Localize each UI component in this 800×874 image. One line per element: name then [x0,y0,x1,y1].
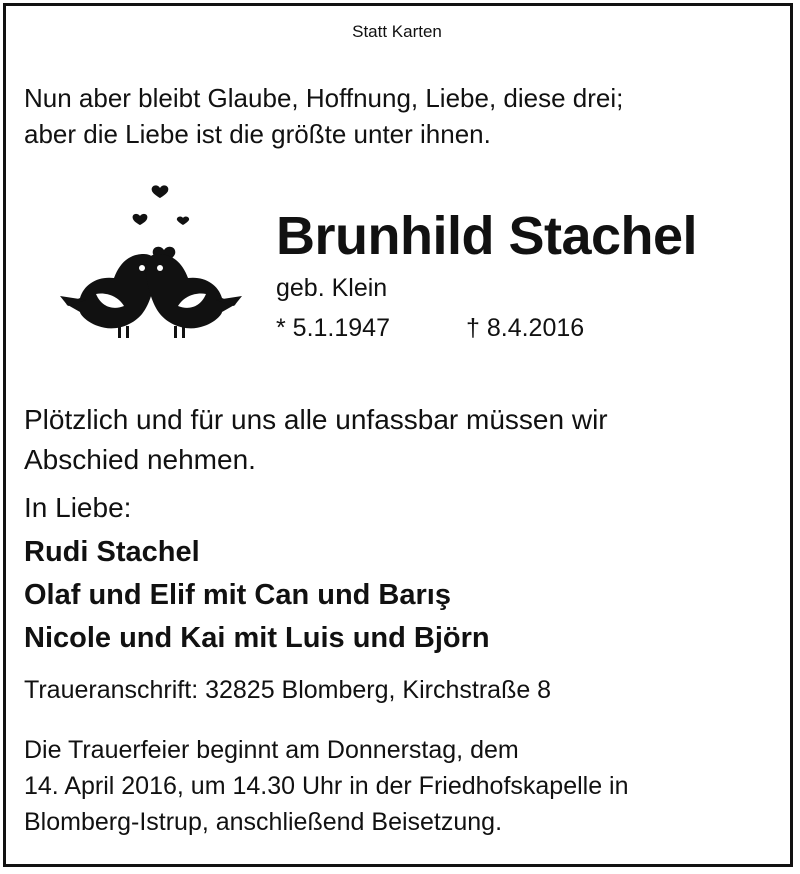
service-details [24,732,784,840]
birth-date: * 5.1.1947 [276,314,390,342]
maiden-name: geb. Klein [276,274,388,302]
family-member: Olaf und Elif mit Can und Barış [24,579,451,611]
mourning-address: Traueranschrift: 32825 Blomberg, Kirchstraße 8 [24,676,552,704]
header-label: Statt Karten [352,22,442,41]
family-member: Nicole und Kai mit Luis und Björn [24,622,490,654]
verse-line-1: Nun aber bleibt Glaube, Hoffnung, Liebe, diese drei; [24,83,624,113]
service-line-3: Blomberg-Istrup, anschließend Beisetzung. [24,808,503,836]
love-birds-with-hearts-icon [56,176,246,346]
message-line-2: Abschied nehmen. [24,444,256,475]
death-date: † 8.4.2016 [466,314,585,342]
bible-verse [24,80,764,152]
verse-line-2: aber die Liebe ist die größte unter ihnen. [24,119,491,149]
farewell-message [24,400,774,480]
family-member: Rudi Stachel [24,536,200,568]
service-line-2: 14. April 2016, um 14.30 Uhr in der Friedhofskapelle in [24,772,629,800]
service-line-1: Die Trauerfeier beginnt am Donnerstag, dem [24,736,519,764]
family-intro: In Liebe: [24,492,132,523]
message-line-1: Plötzlich und für uns alle unfassbar müssen wir [24,404,608,435]
deceased-name: Brunhild Stachel [276,206,698,266]
